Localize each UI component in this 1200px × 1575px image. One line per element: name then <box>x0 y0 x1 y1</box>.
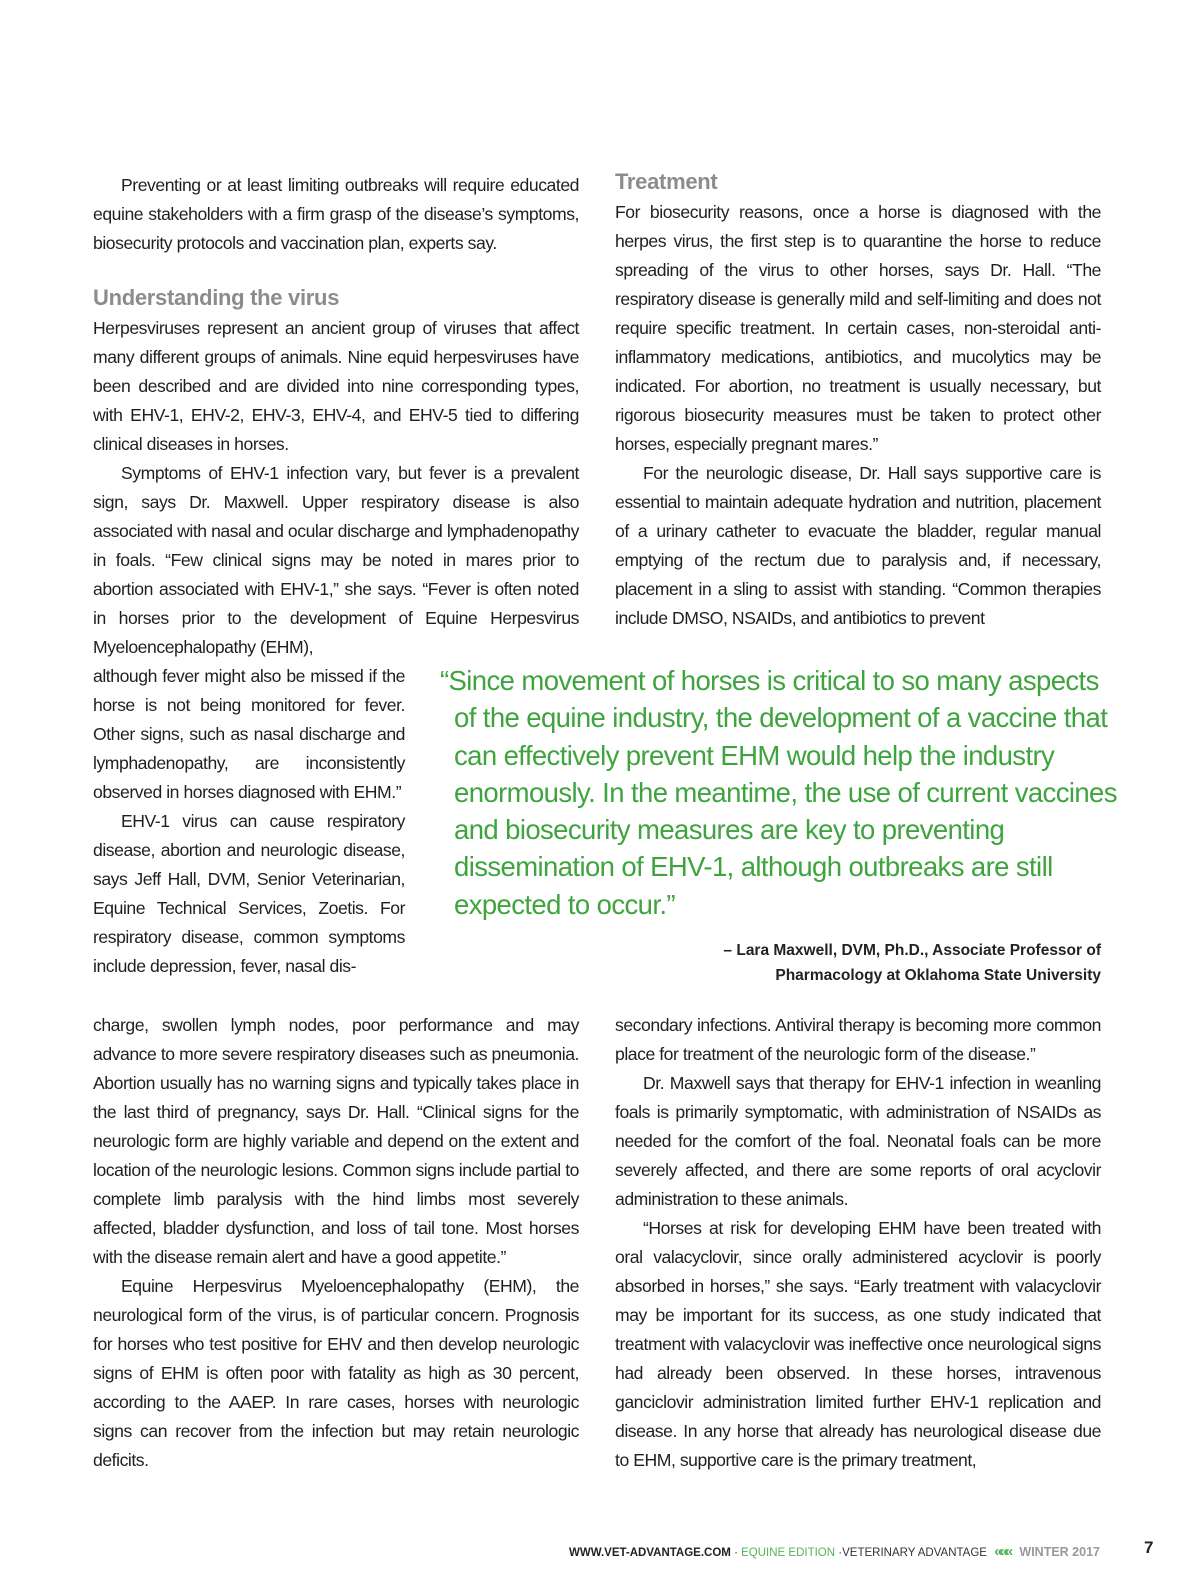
ehm-concern-paragraph: Equine Herpesvirus Myeloencephalopathy (EHM), the neurological form of the virus, is of particular concern. Prognosis for horses who test positive for EHV and then develop neurologic signs of EHM is often poor with fatality as high as 30 percent, according to the AAEP. In rare cases, horses with neurologic signs can recover from the infection but may retain neurologic deficits. <box>93 1276 579 1470</box>
right-body-upper <box>615 198 1101 633</box>
intro-paragraph-block <box>93 171 579 258</box>
footer-url[interactable]: WWW.VET-ADVANTAGE.COM <box>569 1547 731 1559</box>
left-body-narrow <box>93 662 405 981</box>
ehv1-causes-paragraph-continued: charge, swollen lymph nodes, poor performance and may advance to more severe respiratory diseases such as pneumonia. Abortion usually has no warning signs and typically takes place in the last third of pregnancy, says Dr. Hall. “Clinical signs for the neurologic form are highly variable and depend on the extent and location of the neurologic lesions. Common signs include partial to complete limb paralysis with the hind limbs most severely affected, bladder dysfunction, and loss of tail tone. Most horses with the disease remain alert and have a good appetite.” <box>93 1015 579 1267</box>
footer-edition: EQUINE EDITION <box>741 1547 836 1559</box>
intro-paragraph: Preventing or at least limiting outbreaks will require educated equine stakeholders with a firm grasp of the disease’s symptoms, biosecurity protocols and vaccination plan, experts say. <box>93 175 579 253</box>
attribution-line-1: – Lara Maxwell, DVM, Ph.D., Associate Professor of <box>723 942 1101 959</box>
right-body-lower <box>615 1011 1101 1475</box>
chevron-left-icon: ««« <box>994 1543 1011 1560</box>
heading-understanding-the-virus: Understanding the virus <box>93 285 340 310</box>
valacyclovir-paragraph: “Horses at risk for developing EHM have been treated with oral valacyclovir, since orally administered acyclovir is poorly absorbed in horses,” she says. “Early treatment with valacyclovir may be important for its success, as one study indicated that treatment with valacyclovir was ineffective once neurological signs had already been observed. In these horses, intravenous ganciclovir administration limited further EHV-1 replication and disease. In any horse that already has neurological disease due to EHM, supportive care is the primary treatment, <box>615 1218 1101 1470</box>
left-body-lower <box>93 1011 579 1475</box>
page-number: 7 <box>1144 1538 1154 1557</box>
footer-issue: WINTER 2017 <box>1019 1545 1100 1559</box>
symptoms-paragraph: Symptoms of EHV-1 infection vary, but fever is a prevalent sign, says Dr. Maxwell. Upper respiratory disease is also associated with nasal and ocular discharge and lymphadenopathy in foals. “Few clinical signs may be noted in mares prior to abortion associated with EHV-1,” she says. “Fever is often noted in horses prior to the development of Equine Herpesvirus Myeloencephalopathy (EHM), <box>93 463 579 657</box>
pull-quote-attribution <box>600 938 1101 988</box>
virus-paragraph: Herpesviruses represent an ancient group of viruses that affect many different groups of animals. Nine equid herpesviruses have been described and are divided into nine corresponding types, with EHV-1, EHV-2, EHV-3, EHV-4, and EHV-5 tied to differing clinical diseases in horses. <box>93 318 579 454</box>
page-footer <box>560 1543 1100 1560</box>
foal-therapy-paragraph: Dr. Maxwell says that therapy for EHV-1 infection in weanling foals is primarily symptomatic, with administration of NSAIDs as needed for the comfort of the foal. Neonatal foals can be more severely affected, and there are some reports of oral acyclovir administration to these animals. <box>615 1073 1101 1209</box>
heading-treatment: Treatment <box>615 169 718 194</box>
footer-publication: VETERINARY ADVANTAGE <box>842 1547 987 1559</box>
neurologic-care-paragraph-continued: secondary infections. Antiviral therapy is becoming more common place for treatment of the neurologic form of the disease.” <box>615 1015 1101 1064</box>
ehv1-causes-paragraph: EHV-1 virus can cause respiratory disease, abortion and neurologic disease, says Jeff Hall, DVM, Senior Veterinarian, Equine Technical Services, Zoetis. For respiratory disease, common symptoms include depression, fever, nasal dis- <box>93 811 405 976</box>
attribution-line-2: Pharmacology at Oklahoma State University <box>775 967 1101 984</box>
treatment-biosecurity-paragraph: For biosecurity reasons, once a horse is diagnosed with the herpes virus, the first step is to quarantine the horse to reduce spreading of the virus to other horses, says Dr. Hall. “The respiratory disease is generally mild and self-limiting and does not require specific treatment. In certain cases, non-steroidal anti-inflammatory medications, antibiotics, and mucolytics may be indicated. For abortion, no treatment is usually necessary, but rigorous biosecurity measures must be taken to protect other horses, especially pregnant mares.” <box>615 202 1101 454</box>
left-body-upper <box>93 314 579 662</box>
neurologic-care-paragraph: For the neurologic disease, Dr. Hall says supportive care is essential to maintain adequate hydration and nutrition, placement of a urinary catheter to evacuate the bladder, regular manual emptying of the rectum due to paralysis and, if necessary, placement in a sling to assist with standing. “Common therapies include DMSO, NSAIDs, and antibiotics to prevent <box>615 463 1101 628</box>
footer-separator: · <box>838 1547 843 1559</box>
footer-separator: · <box>734 1547 738 1559</box>
pull-quote: “Since movement of horses is critical to so many aspects of the equine industry, the development of a vaccine that can effectively prevent EHM would help the industry enormously. In the meantime, the use of current vaccines and biosecurity measures are key to preventing dissemination of EHV-1, although outbreaks are still expected to occur.” <box>440 665 1117 920</box>
symptoms-paragraph-continued: although fever might also be missed if the horse is not being monitored for fever. Other signs, such as nasal discharge and lymphadenopathy, are inconsistently observed in horses diagnosed with EHM.” <box>93 666 405 802</box>
